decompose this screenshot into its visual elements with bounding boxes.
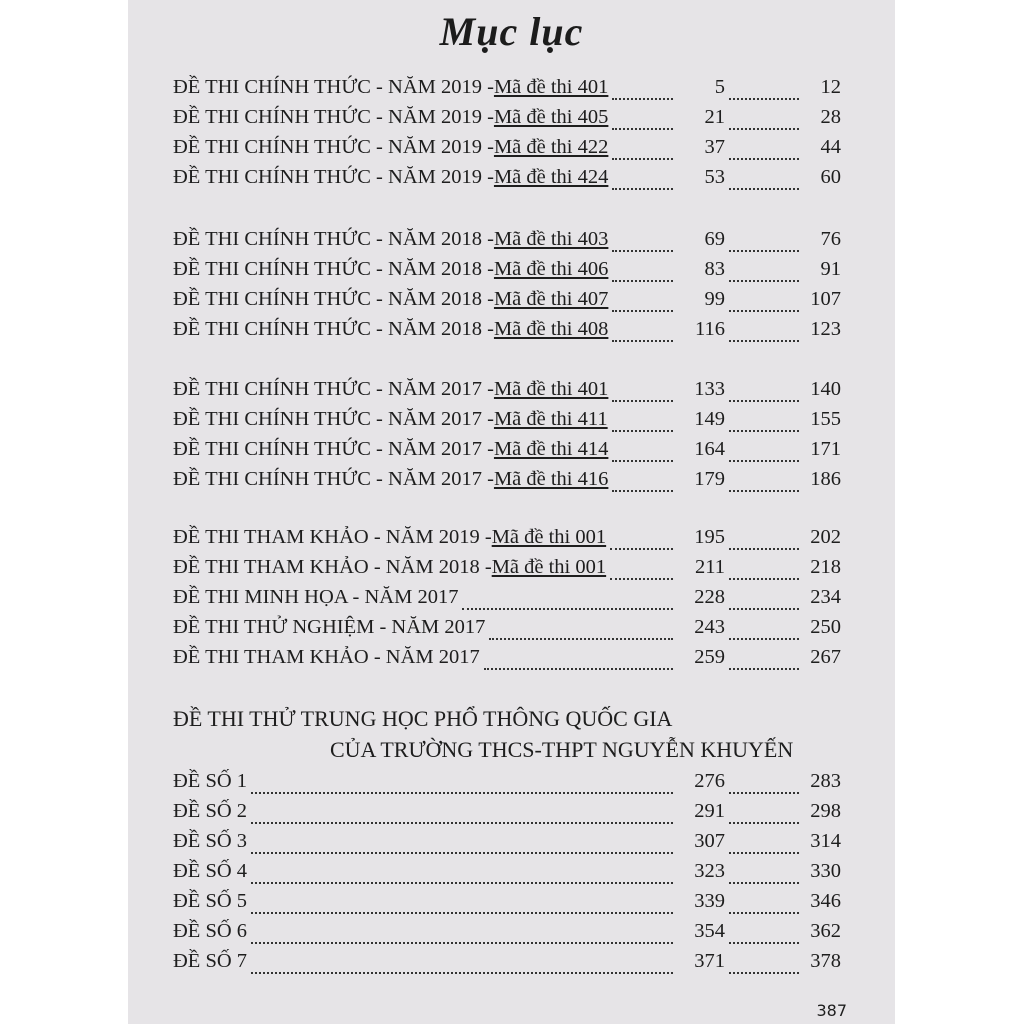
dot-leader <box>729 548 799 550</box>
dot-leader <box>729 972 799 974</box>
dot-leader <box>729 490 799 492</box>
toc-entry <box>173 830 841 860</box>
dot-leader <box>729 98 799 100</box>
toc-entry-code: Mã đề thi 405 <box>493 106 609 128</box>
dot-leader <box>462 608 673 610</box>
toc-start-page: 291 <box>694 800 725 822</box>
toc-end-page: 76 <box>820 228 841 250</box>
toc-end-page: 28 <box>820 106 841 128</box>
toc-end-page: 186 <box>810 468 841 490</box>
toc-entry-code: Mã đề thi 424 <box>493 166 609 188</box>
dot-leader <box>251 882 673 884</box>
section-heading-line2: CỦA TRƯỜNG THCS-THPT NGUYỄN KHUYẾN <box>330 737 794 762</box>
toc-start-page: 259 <box>694 646 725 668</box>
toc-entry-label: ĐỀ THI CHÍNH THỨC - NĂM 2018 - <box>173 318 494 340</box>
toc-end-page: 12 <box>820 76 841 98</box>
dot-leader <box>729 280 799 282</box>
toc-end-page: 107 <box>810 288 841 310</box>
toc-entry-label: ĐỀ THI CHÍNH THỨC - NĂM 2018 - <box>173 288 494 310</box>
toc-start-page: 179 <box>694 468 725 490</box>
dot-leader <box>729 310 799 312</box>
toc-entry-code: Mã đề thi 401 <box>493 76 609 98</box>
toc-entry-label: ĐỀ THI THỬ NGHIỆM - NĂM 2017 <box>173 616 486 638</box>
toc-entry-label: ĐỀ THI THAM KHẢO - NĂM 2019 - <box>173 526 492 548</box>
dot-leader <box>612 188 673 190</box>
toc-entry-label: ĐỀ SỐ 7 <box>173 950 248 972</box>
toc-entry-code: Mã đề thi 403 <box>493 228 609 250</box>
dot-leader <box>612 490 673 492</box>
toc-start-page: 5 <box>714 76 725 98</box>
toc-start-page: 339 <box>694 890 725 912</box>
toc-entry-label: ĐỀ SỐ 6 <box>173 920 248 942</box>
toc-end-page: 91 <box>820 258 841 280</box>
toc-entry-label: ĐỀ THI CHÍNH THỨC - NĂM 2017 - <box>173 468 494 490</box>
toc-start-page: 83 <box>704 258 725 280</box>
toc-entry <box>173 646 841 676</box>
dot-leader <box>251 792 673 794</box>
toc-start-page: 276 <box>694 770 725 792</box>
dot-leader <box>612 460 673 462</box>
dot-leader <box>729 460 799 462</box>
toc-start-page: 133 <box>694 378 725 400</box>
dot-leader <box>610 578 673 580</box>
toc-start-page: 164 <box>694 438 725 460</box>
toc-entry <box>173 468 841 498</box>
dot-leader <box>729 912 799 914</box>
toc-entry-code: Mã đề thi 001 <box>491 556 607 578</box>
toc-start-page: 195 <box>694 526 725 548</box>
dot-leader <box>729 340 799 342</box>
dot-leader <box>729 128 799 130</box>
section-heading-line1: ĐỀ THI THỬ TRUNG HỌC PHỔ THÔNG QUỐC GIA <box>173 706 673 731</box>
dot-leader <box>729 400 799 402</box>
toc-start-page: 354 <box>694 920 725 942</box>
toc-end-page: 346 <box>810 890 841 912</box>
dot-leader <box>612 400 673 402</box>
toc-end-page: 140 <box>810 378 841 400</box>
dot-leader <box>729 668 799 670</box>
toc-start-page: 371 <box>694 950 725 972</box>
toc-entry <box>173 586 841 616</box>
toc-entry-label: ĐỀ SỐ 3 <box>173 830 248 852</box>
toc-entry-label: ĐỀ THI CHÍNH THỨC - NĂM 2019 - <box>173 106 494 128</box>
toc-start-page: 116 <box>695 318 725 340</box>
dot-leader <box>251 942 673 944</box>
toc-start-page: 149 <box>694 408 725 430</box>
toc-start-page: 323 <box>694 860 725 882</box>
toc-end-page: 267 <box>810 646 841 668</box>
toc-entry-label: ĐỀ SỐ 4 <box>173 860 248 882</box>
toc-entry-code: Mã đề thi 414 <box>493 438 609 460</box>
dot-leader <box>729 158 799 160</box>
toc-entry <box>173 438 841 468</box>
dot-leader <box>612 98 673 100</box>
toc-entry <box>173 106 841 136</box>
toc-entry <box>173 890 841 920</box>
toc-entry-label: ĐỀ THI THAM KHẢO - NĂM 2018 - <box>173 556 492 578</box>
toc-entry <box>173 770 841 800</box>
toc-end-page: 171 <box>810 438 841 460</box>
book-page <box>128 0 895 1024</box>
toc-start-page: 53 <box>704 166 725 188</box>
toc-entry-code: Mã đề thi 001 <box>491 526 607 548</box>
toc-entry-code: Mã đề thi 416 <box>493 468 609 490</box>
dot-leader <box>729 822 799 824</box>
toc-entry-label: ĐỀ THI CHÍNH THỨC - NĂM 2017 - <box>173 438 494 460</box>
dot-leader <box>729 430 799 432</box>
toc-end-page: 44 <box>820 136 841 158</box>
dot-leader <box>729 792 799 794</box>
toc-entry-code: Mã đề thi 411 <box>493 408 608 430</box>
dot-leader <box>729 578 799 580</box>
toc-entry-label: ĐỀ THI CHÍNH THỨC - NĂM 2018 - <box>173 258 494 280</box>
toc-entry <box>173 920 841 950</box>
toc-entry-label: ĐỀ THI MINH HỌA - NĂM 2017 <box>173 586 459 608</box>
dot-leader <box>612 128 673 130</box>
toc-entry <box>173 408 841 438</box>
dot-leader <box>251 822 673 824</box>
dot-leader <box>729 250 799 252</box>
toc-entry-label: ĐỀ THI CHÍNH THỨC - NĂM 2018 - <box>173 228 494 250</box>
dot-leader <box>612 158 673 160</box>
dot-leader <box>489 638 673 640</box>
toc-end-page: 60 <box>820 166 841 188</box>
toc-end-page: 155 <box>810 408 841 430</box>
dot-leader <box>729 852 799 854</box>
dot-leader <box>251 912 673 914</box>
toc-entry <box>173 76 841 106</box>
toc-entry <box>173 616 841 646</box>
dot-leader <box>610 548 673 550</box>
toc-entry-label: ĐỀ THI CHÍNH THỨC - NĂM 2017 - <box>173 408 494 430</box>
toc-start-page: 99 <box>704 288 725 310</box>
toc-entry-code: Mã đề thi 408 <box>493 318 609 340</box>
dot-leader <box>729 608 799 610</box>
toc-start-page: 243 <box>694 616 725 638</box>
toc-end-page: 362 <box>810 920 841 942</box>
page-title: Mục lục <box>439 9 584 54</box>
toc-start-page: 211 <box>695 556 725 578</box>
dot-leader <box>484 668 673 670</box>
dot-leader <box>612 280 673 282</box>
toc-entry-label: ĐỀ THI CHÍNH THỨC - NĂM 2019 - <box>173 76 494 98</box>
toc-end-page: 330 <box>810 860 841 882</box>
toc-start-page: 37 <box>704 136 725 158</box>
dot-leader <box>612 250 673 252</box>
page-number: 387 <box>816 1001 847 1020</box>
toc-end-page: 378 <box>810 950 841 972</box>
toc-entry-label: ĐỀ THI CHÍNH THỨC - NĂM 2019 - <box>173 166 494 188</box>
toc-entry-label: ĐỀ SỐ 2 <box>173 800 248 822</box>
toc-entry <box>173 800 841 830</box>
toc-entry-code: Mã đề thi 401 <box>493 378 609 400</box>
toc-end-page: 218 <box>810 556 841 578</box>
dot-leader <box>612 430 673 432</box>
toc-end-page: 250 <box>810 616 841 638</box>
toc-end-page: 202 <box>810 526 841 548</box>
toc-entry <box>173 556 841 586</box>
toc-end-page: 283 <box>810 770 841 792</box>
dot-leader <box>612 310 673 312</box>
toc-entry-code: Mã đề thi 406 <box>493 258 609 280</box>
toc-entry <box>173 318 841 348</box>
dot-leader <box>729 638 799 640</box>
dot-leader <box>251 852 673 854</box>
toc-entry <box>173 860 841 890</box>
toc-start-page: 69 <box>704 228 725 250</box>
toc-end-page: 298 <box>810 800 841 822</box>
toc-entry <box>173 228 841 258</box>
toc-entry <box>173 950 841 980</box>
toc-start-page: 21 <box>704 106 725 128</box>
toc-entry <box>173 288 841 318</box>
toc-entry <box>173 166 841 196</box>
toc-entry-label: ĐỀ SỐ 1 <box>173 770 248 792</box>
toc-end-page: 314 <box>810 830 841 852</box>
toc-end-page: 123 <box>810 318 841 340</box>
toc-entry <box>173 258 841 288</box>
toc-entry-label: ĐỀ THI CHÍNH THỨC - NĂM 2017 - <box>173 378 494 400</box>
dot-leader <box>729 942 799 944</box>
toc-end-page: 234 <box>810 586 841 608</box>
dot-leader <box>251 972 673 974</box>
toc-entry <box>173 526 841 556</box>
toc-entry-label: ĐỀ THI CHÍNH THỨC - NĂM 2019 - <box>173 136 494 158</box>
toc-entry-label: ĐỀ THI THAM KHẢO - NĂM 2017 <box>173 646 480 668</box>
toc-start-page: 307 <box>694 830 725 852</box>
toc-entry <box>173 378 841 408</box>
toc-entry-code: Mã đề thi 407 <box>493 288 609 310</box>
dot-leader <box>729 188 799 190</box>
dot-leader <box>612 340 673 342</box>
toc-entry-code: Mã đề thi 422 <box>493 136 609 158</box>
dot-leader <box>729 882 799 884</box>
toc-start-page: 228 <box>694 586 725 608</box>
toc-entry <box>173 136 841 166</box>
toc-entry-label: ĐỀ SỐ 5 <box>173 890 248 912</box>
